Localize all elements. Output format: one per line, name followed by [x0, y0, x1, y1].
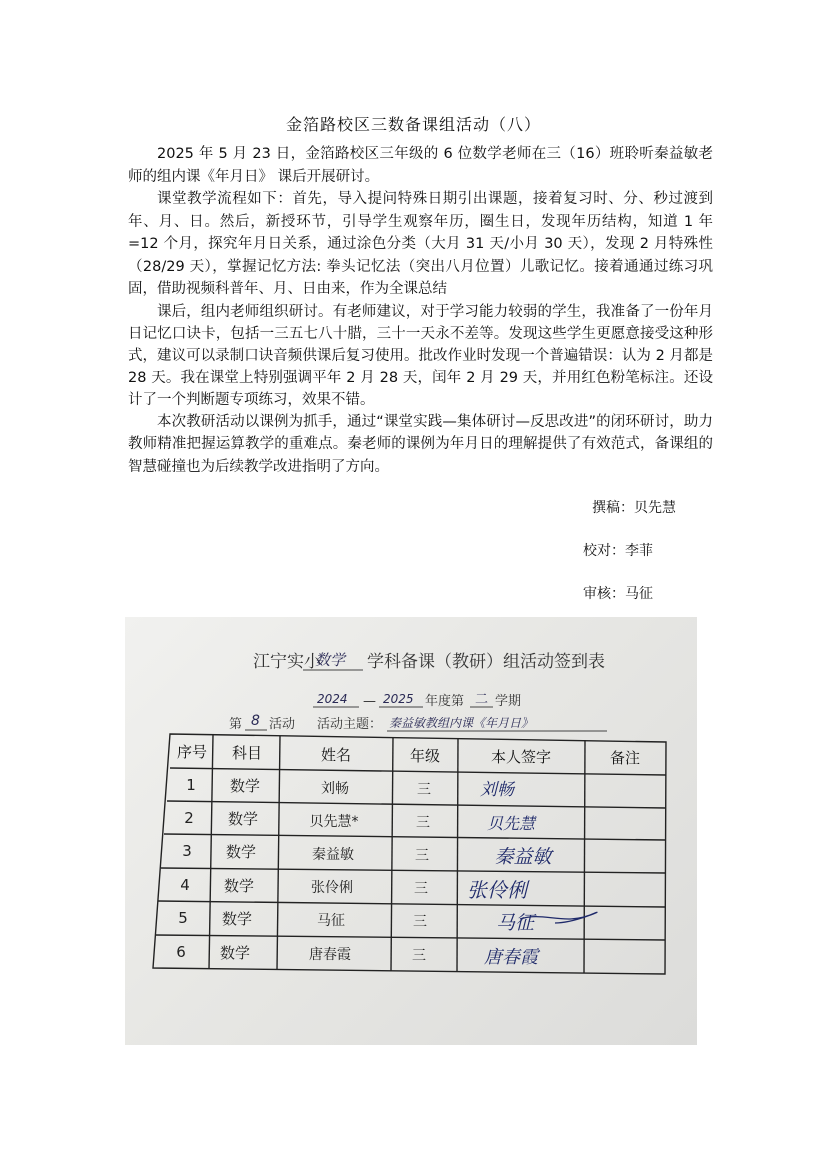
sheet-subject-handwritten: 数学 [315, 651, 346, 669]
paragraph-process: 课堂教学流程如下：首先，导入提问特殊日期引出课题，接着复习时、分、秒过渡到年、月、日。然后，新授环节，引导学生观察年历，圈生日，发现年历结构，知道 1 年=12 个月，探究年月日关系，通过涂色分类（大月 31 天/小月 30 天），发现 2 月特殊性（28/29 天），掌握记忆方法: 拳头记忆法（突出八月位置）儿歌记忆。接着通通过练习巩固，借助视频科普年、月、日由来，作为全课总结 [128, 191, 713, 297]
sheet-title-prefix: 江宁实小 [253, 652, 321, 672]
row-name: 唐春霞 [309, 947, 351, 963]
col-header-signature: 本人签字 [490, 748, 552, 766]
table-row [180, 876, 531, 902]
col-header-name: 姓名 [320, 746, 352, 764]
credit-writer: 撰稿：贝先慧 [592, 500, 676, 516]
row-signature: 秦益敏 [494, 846, 552, 868]
row-subject: 数学 [225, 843, 257, 861]
row-grade: 三 [417, 782, 431, 798]
signin-sheet [125, 617, 697, 1045]
table-row [178, 909, 537, 934]
row-name: 马征 [317, 913, 345, 929]
sheet-term-suffix: 学期 [495, 694, 522, 709]
svg-text:—: — [363, 694, 376, 709]
row-name: 秦益敏 [312, 847, 354, 863]
row-signature: 张伶俐 [467, 878, 527, 902]
row-name: 刘畅 [321, 781, 349, 797]
credit-proofreader: 校对：李菲 [583, 543, 653, 559]
col-header-no: 序号 [176, 743, 208, 761]
row-subject: 数学 [223, 877, 255, 895]
row-number: 2 [184, 809, 194, 827]
row-number: 3 [182, 842, 192, 860]
sheet-activity-number: 8 [251, 713, 260, 729]
sheet-title-suffix: 学科备课（教研）组活动签到表 [367, 652, 605, 672]
sheet-year-to: 2025 [383, 692, 414, 706]
row-number: 1 [186, 776, 196, 794]
signin-sheet-photo [125, 617, 697, 1045]
paragraph-summary: 本次教研活动以课例为抓手，通过“课堂实践—集体研讨—反思改进”的闭环研讨，助力教师精准把握运算教学的重难点。秦老师的课例为年月日的理解提供了有效范式，备课组的智慧碰撞也为后续教学改进指明了方向。 [128, 413, 713, 475]
row-subject: 数学 [221, 910, 253, 928]
row-grade: 三 [412, 948, 426, 964]
row-subject: 数学 [229, 777, 261, 795]
row-name: 张伶俐 [311, 880, 353, 896]
row-grade: 三 [415, 848, 429, 864]
row-name: 贝先慧* [309, 814, 359, 830]
row-grade: 三 [414, 881, 428, 897]
row-grade: 三 [416, 815, 430, 831]
col-header-grade: 年级 [409, 747, 441, 765]
col-header-subject: 科目 [231, 744, 263, 762]
sheet-term: 二 [475, 692, 489, 707]
row-subject: 数学 [227, 810, 259, 828]
row-subject: 数学 [219, 944, 251, 962]
table-row [176, 943, 541, 968]
document-title: 金箔路校区三数备课组活动（八） [285, 115, 541, 134]
sheet-activity-prefix: 第 [229, 717, 243, 732]
col-header-note: 备注 [609, 749, 641, 767]
row-number: 4 [180, 876, 190, 894]
sheet-year-from: 2024 [317, 692, 348, 706]
sheet-activity-mid: 活动 [269, 717, 296, 732]
row-signature: 贝先慧 [486, 814, 536, 833]
row-number: 6 [176, 943, 186, 961]
row-signature: 马征 [495, 912, 535, 934]
paragraph-intro: 2025 年 5 月 23 日，金箔路校区三年级的 6 位数学老师在三（16）班聆听秦益敏老师的组内课《年月日》 课后开展研讨。 [128, 146, 713, 185]
paragraph-discussion: 课后，组内老师组织研讨。有老师建议，对于学习能力较弱的学生，我准备了一份年月日记忆口诀卡，包括一三五七八十腊，三十一天永不差等。发现这些学生更愿意接受这种形式，建议可以录制口诀音频供课后复习使用。批改作业时发现一个普遍错误：认为 2 月都是 28 天。我在课堂上特别强调平年 2 月 28 天，闰年 2 月 29 天，并用红色粉笔标注。还设计了一个判断题专项练习，效果不错。 [128, 303, 713, 408]
credit-reviewer: 审核：马征 [583, 586, 653, 602]
row-number: 5 [178, 909, 188, 927]
row-signature: 唐春霞 [484, 947, 538, 968]
row-grade: 三 [413, 914, 427, 930]
row-signature: 刘畅 [480, 780, 514, 800]
sheet-year-mid: 年度第 [425, 694, 465, 709]
document-body [128, 143, 713, 478]
sheet-theme-label: 活动主题： [317, 717, 383, 732]
table-row [182, 842, 554, 868]
sheet-theme-handwritten: 秦益敏教组内课《年月日》 [389, 716, 534, 730]
table-row [184, 809, 537, 833]
signin-table-header [177, 743, 640, 767]
table-row [186, 776, 516, 800]
